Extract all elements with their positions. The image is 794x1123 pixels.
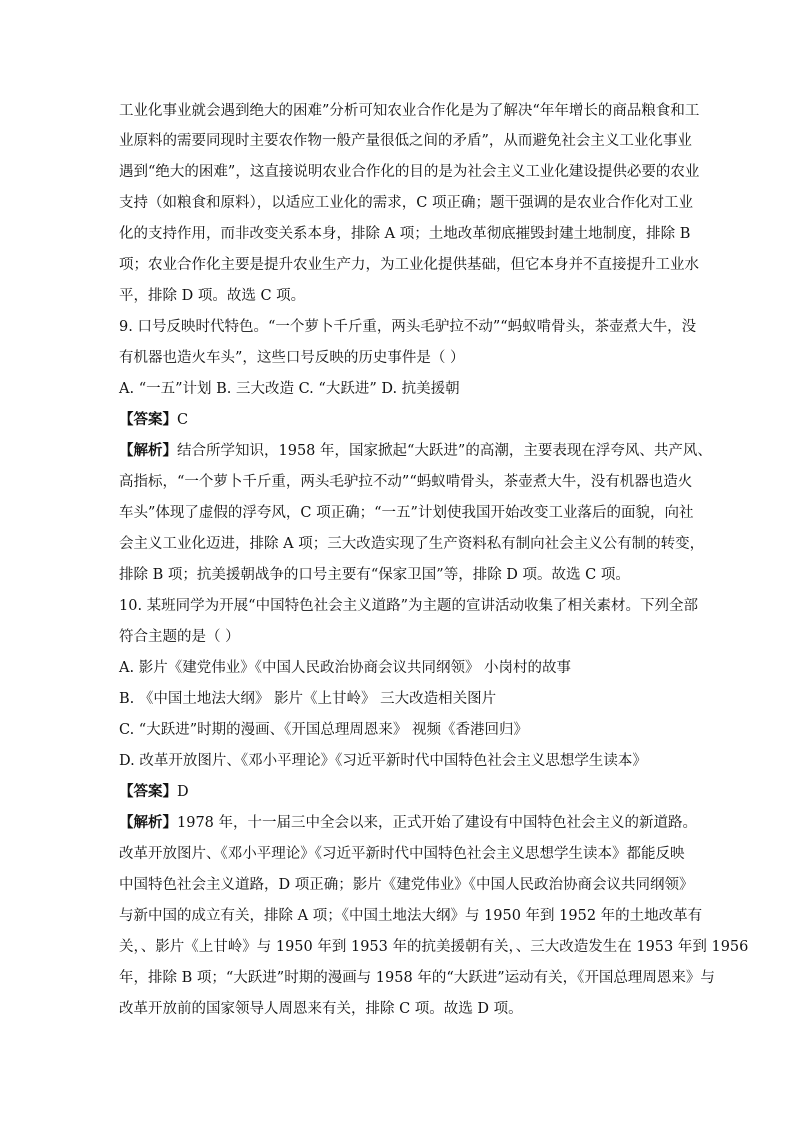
question-10-option-b: B. 《中国土地法大纲》 影片《上甘岭》 三大改造相关图片 <box>119 691 497 707</box>
analysis-line: 支持（如粮食和原料），以适应工业化的需求，C 项正确；题干强调的是农业合作化对工业 <box>119 195 693 211</box>
analysis-line: 与新中国的成立有关，排除 A 项；《中国土地法大纲》与 1950 年到 1952 年的土地改革有 <box>119 908 703 924</box>
analysis-line: 遇到“绝大的困难”，这直接说明农业合作化的目的是为社会主义工业化建设提供必要的农业 <box>119 164 700 180</box>
analysis-line: 项；农业合作化主要是提升农业生产力，为工业化提供基础，但它本身并不直接提升工业水 <box>119 257 699 273</box>
analysis-line: 化的支持作用，而非改变关系本身，排除 A 项；土地改革彻底摧毁封建土地制度，排除 B <box>119 226 691 242</box>
analysis-line: 改革开放前的国家领导人周恩来有关，排除 C 项。故选 D 项。 <box>119 1001 523 1017</box>
question-10-option-a: A. 影片《建党伟业》《中国人民政治协商会议共同纲领》 小岗村的故事 <box>119 660 572 676</box>
analysis-text: 结合所学知识，1958 年，国家掀起“大跃进”的高潮，主要表现在浮夸风、共产风、 <box>177 443 712 459</box>
answer-value: D <box>177 784 189 800</box>
question-10-stem: 符合主题的是（ ） <box>119 629 240 645</box>
question-9-answer <box>119 410 679 430</box>
analysis-label: 【解析】 <box>119 442 177 459</box>
answer-value: C <box>177 412 189 428</box>
analysis-line: 车头”体现了虚假的浮夸风，C 项正确；“一五”计划使我国开始改变工业落后的面貌，向社 <box>119 505 694 521</box>
analysis-line: 排除 B 项；抗美援朝战争的口号主要有“保家卫国”等，排除 D 项。故选 C 项。 <box>119 567 630 583</box>
question-10-analysis <box>119 813 698 833</box>
question-10-answer <box>119 782 679 802</box>
analysis-line: 业原料的需要同现时主要农作物一般产量很低之间的矛盾”，从而避免社会主义工业化事业 <box>119 133 692 149</box>
analysis-line: 改革开放图片、《邓小平理论》《习近平新时代中国特色社会主义思想学生读本》都能反映 <box>119 846 685 862</box>
analysis-text: 1978 年，十一届三中全会以来，正式开始了建设有中国特色社会主义的新道路。 <box>177 815 698 831</box>
answer-label: 【答案】 <box>119 411 177 428</box>
analysis-line: 年，排除 B 项；“大跃进”时期的漫画与 1958 年的“大跃进”运动有关，《开国总理周恩来》与 <box>119 970 715 986</box>
question-9-stem: 9. 口号反映时代特色。“一个萝卜千斤重，两头毛驴拉不动”“蚂蚁啃骨头，茶壶煮大牛，没 <box>119 319 697 335</box>
analysis-line: 会主义工业化迈进，排除 A 项；三大改造实现了生产资料私有制向社会主义公有制的转变， <box>119 536 705 552</box>
question-9-options: A. “一五”计划 B. 三大改造 C. “大跃进” D. 抗美援朝 <box>119 381 460 397</box>
question-9-stem: 有机器也造火车头”，这些口号反映的历史事件是（ ） <box>119 350 465 366</box>
analysis-line: 关，、影片《上甘岭》与 1950 年到 1953 年的抗美援朝有关，、三大改造发生在 1953 年到 1956 <box>119 939 749 955</box>
analysis-line: 平，排除 D 项。故选 C 项。 <box>119 288 306 304</box>
analysis-line: 中国特色社会主义道路，D 项正确；影片《建党伟业》《中国人民政治协商会议共同纲领》 <box>119 877 694 893</box>
question-10-option-d: D. 改革开放图片、《邓小平理论》《习近平新时代中国特色社会主义思想学生读本》 <box>119 753 647 769</box>
analysis-line: 高指标，“一个萝卜千斤重，两头毛驴拉不动”“蚂蚁啃骨头，茶壶煮大牛，没有机器也造火 <box>119 474 693 490</box>
question-10-stem: 10. 某班同学为开展“中国特色社会主义道路”为主题的宣讲活动收集了相关素材。下列全部 <box>119 598 698 614</box>
question-10-option-c: C. “大跃进”时期的漫画、《开国总理周恩来》 视频《香港回归》 <box>119 722 528 738</box>
analysis-line: 工业化事业就会遇到绝大的困难”分析可知农业合作化是为了解决“年年增长的商品粮食和工 <box>119 103 700 119</box>
analysis-label: 【解析】 <box>119 814 177 831</box>
answer-label: 【答案】 <box>119 783 177 800</box>
question-9-analysis <box>119 441 712 461</box>
